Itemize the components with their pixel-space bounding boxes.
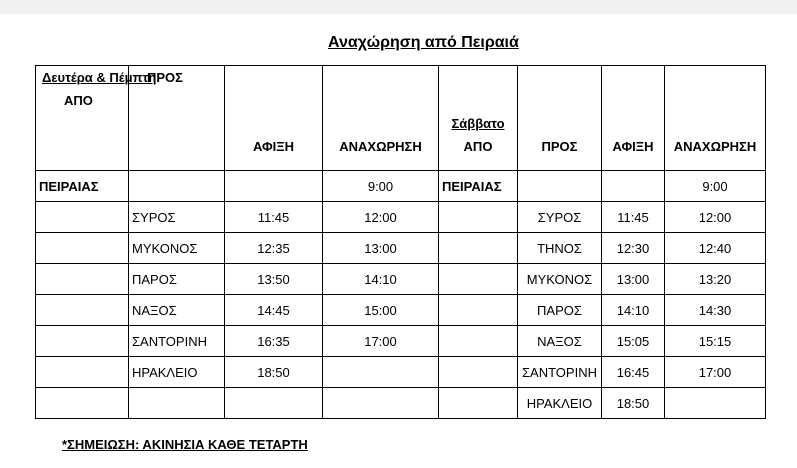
saturday-day-label: Σάββατο [451,116,505,131]
saturday-apo-cell [439,357,518,388]
weekday-days-label: Δευτέρα & Πέμπτη [42,70,157,85]
weekday-apo-cell [36,357,129,388]
saturday-anax-cell: 14:30 [665,295,766,326]
saturday-pros-cell [518,171,602,202]
weekday-anax-cell: 15:00 [323,295,439,326]
weekday-afixi-cell: 11:45 [225,202,323,233]
saturday-afixi-cell [602,171,665,202]
saturday-afixi-cell: 18:50 [602,388,665,419]
weekday-anaxorisi-header: ΑΝΑΧΩΡΗΣΗ [323,66,439,171]
weekday-afixi-cell [225,388,323,419]
weekday-anax-cell: 13:00 [323,233,439,264]
weekday-pros-cell: ΝΑΞΟΣ [129,295,225,326]
table-header-row [36,66,766,171]
weekday-afixi-cell: 13:50 [225,264,323,295]
weekday-afixi-cell: 14:45 [225,295,323,326]
saturday-anax-cell: 13:20 [665,264,766,295]
weekday-afixi-cell: 18:50 [225,357,323,388]
window-top-bar [0,0,797,14]
saturday-pros-cell: ΝΑΞΟΣ [518,326,602,357]
weekday-apo-cell [36,326,129,357]
table-row [36,357,766,388]
weekday-pros-cell [129,171,225,202]
saturday-afixi-cell: 11:45 [602,202,665,233]
weekday-pros-cell: ΣΑΝΤΟΡΙΝΗ [129,326,225,357]
saturday-pros-cell: ΜΥΚΟΝΟΣ [518,264,602,295]
saturday-anax-cell: 9:00 [665,171,766,202]
weekday-anax-cell: 14:10 [323,264,439,295]
table-row [36,295,766,326]
saturday-afixi-cell: 12:30 [602,233,665,264]
table-row [36,388,766,419]
weekday-apo-header [36,66,157,171]
saturday-anax-cell: 12:40 [665,233,766,264]
saturday-pros-cell: ΤΗΝΟΣ [518,233,602,264]
table-row [36,171,766,202]
weekday-pros-cell: ΜΥΚΟΝΟΣ [129,233,225,264]
saturday-apo-cell: ΠΕΙΡΑΙΑΣ [439,171,518,202]
weekday-apo-cell [36,202,129,233]
weekday-anax-cell: 12:00 [323,202,439,233]
weekday-apo-cell [36,233,129,264]
saturday-apo-cell [439,295,518,326]
weekday-anax-cell [323,388,439,419]
saturday-afixi-cell: 15:05 [602,326,665,357]
weekday-pros-cell: ΗΡΑΚΛΕΙΟ [129,357,225,388]
saturday-anaxorisi-header: ΑΝΑΧΩΡΗΣΗ [665,66,766,171]
weekday-anax-cell: 9:00 [323,171,439,202]
saturday-pros-cell: ΣΥΡΟΣ [518,202,602,233]
saturday-anax-cell [665,388,766,419]
saturday-pros-cell: ΣΑΝΤΟΡΙΝΗ [518,357,602,388]
weekday-anax-cell: 17:00 [323,326,439,357]
weekday-afixi-header: ΑΦΙΞΗ [225,66,323,171]
table-row [36,202,766,233]
saturday-apo-cell [439,264,518,295]
weekday-apo-label: ΑΠΟ [64,93,93,108]
weekday-afixi-cell [225,171,323,202]
saturday-anax-cell: 15:15 [665,326,766,357]
saturday-pros-cell: ΗΡΑΚΛΕΙΟ [518,388,602,419]
page-title: Αναχώρηση από Πειραιά [328,34,519,51]
saturday-apo-cell [439,202,518,233]
weekday-apo-cell [36,388,129,419]
weekday-pros-cell: ΣΥΡΟΣ [129,202,225,233]
ferry-schedule-table [35,65,766,419]
saturday-afixi-cell: 16:45 [602,357,665,388]
weekday-afixi-cell: 12:35 [225,233,323,264]
weekday-pros-header: ΠΡΟΣ [129,66,225,171]
saturday-afixi-cell: 14:10 [602,295,665,326]
saturday-pros-header: ΠΡΟΣ [518,66,602,171]
saturday-apo-label: ΑΠΟ [463,139,493,154]
weekday-pros-cell: ΠΑΡΟΣ [129,264,225,295]
saturday-apo-cell [439,233,518,264]
weekday-apo-cell [36,295,129,326]
weekday-anax-cell [323,357,439,388]
weekday-apo-cell [36,264,129,295]
saturday-pros-cell: ΠΑΡΟΣ [518,295,602,326]
saturday-anax-cell: 12:00 [665,202,766,233]
table-row [36,233,766,264]
schedule-note: *ΣΗΜΕΙΩΣΗ: ΑΚΙΝΗΣΙΑ ΚΑΘΕ ΤΕΤΑΡΤΗ [62,437,308,452]
saturday-apo-header [439,66,518,171]
saturday-afixi-cell: 13:00 [602,264,665,295]
weekday-afixi-cell: 16:35 [225,326,323,357]
saturday-afixi-header: ΑΦΙΞΗ [602,66,665,171]
saturday-apo-cell [439,388,518,419]
table-row [36,264,766,295]
weekday-pros-cell [129,388,225,419]
saturday-apo-cell [439,326,518,357]
table-row [36,326,766,357]
saturday-anax-cell: 17:00 [665,357,766,388]
weekday-apo-cell: ΠΕΙΡΑΙΑΣ [36,171,129,202]
